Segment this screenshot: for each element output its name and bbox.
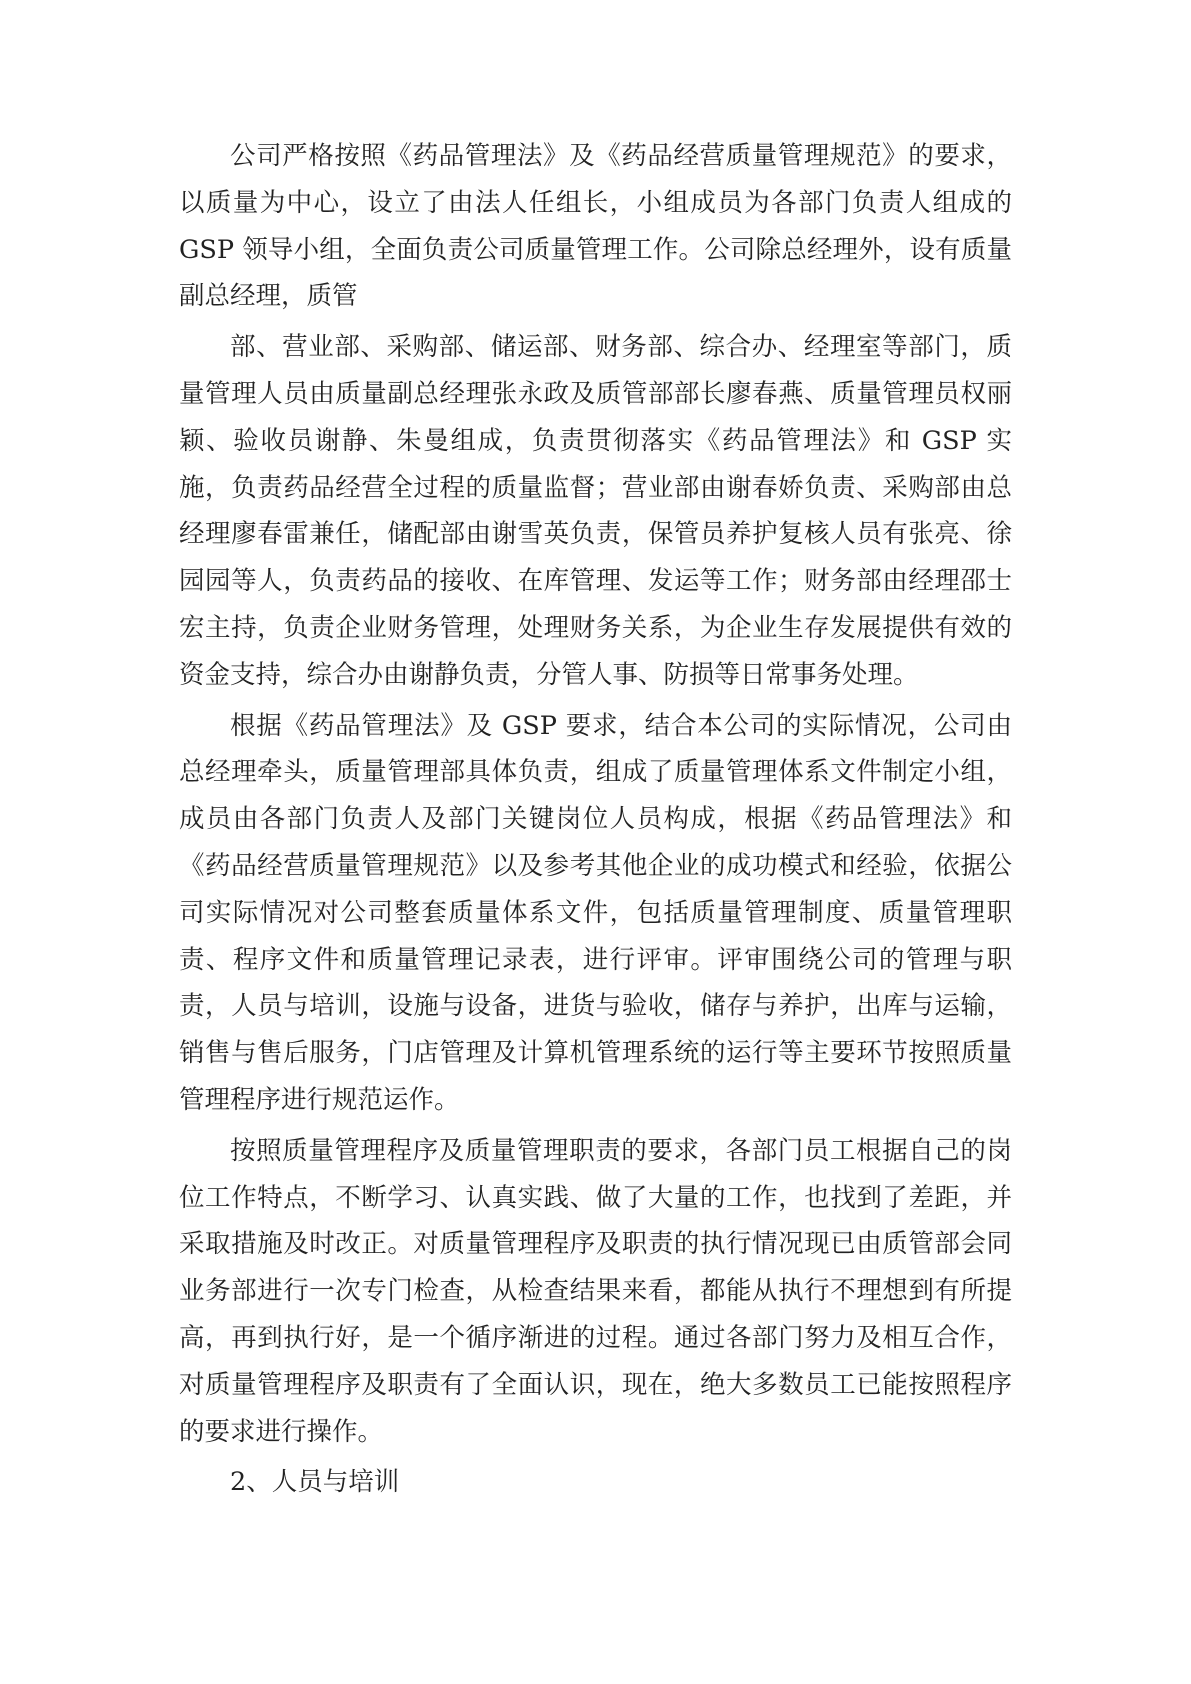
paragraph-implementation: 按照质量管理程序及质量管理职责的要求，各部门员工根据自己的岗位工作特点，不断学习、认真实践、做了大量的工作，也找到了差距，并采取措施及时改正。对质量管理程序及职责的执行情况现已由质管部会同业务部进行一次专门检查，从检查结果来看，都能从执行不理想到有所提高，再到执行好，是一个循序渐进的过程。通过各部门努力及相互合作，对质量管理程序及职责有了全面认识，现在，绝大多数员工已能按照程序的要求进行操作。 bbox=[179, 1135, 1012, 1447]
section-heading: 2、人员与培训 bbox=[230, 1467, 400, 1498]
document-body bbox=[179, 133, 1012, 1506]
paragraph-gsp-leadership: 公司严格按照《药品管理法》及《药品经营质量管理规范》的要求，以质量为中心，设立了由法人任组长，小组成员为各部门负责人组成的 GSP 领导小组，全面负责公司质量管理工作。公司除总经理外，设有质量副总经理，质管 bbox=[179, 141, 1012, 312]
paragraph-quality-documents: 根据《药品管理法》及 GSP 要求，结合本公司的实际情况，公司由总经理牵头，质量管理部具体负责，组成了质量管理体系文件制定小组，成员由各部门负责人及部门关键岗位人员构成，根据《药品管理法》和《药品经营质量管理规范》以及参考其他企业的成功模式和经验，依据公司实际情况对公司整套质量体系文件，包括质量管理制度、质量管理职责、程序文件和质量管理记录表，进行评审。评审围绕公司的管理与职责，人员与培训，设施与设备，进货与验收，储存与养护，出库与运输，销售与售后服务，门店管理及计算机管理系统的运行等主要环节按照质量管理程序进行规范运作。 bbox=[179, 710, 1012, 1115]
paragraph-departments: 部、营业部、采购部、储运部、财务部、综合办、经理室等部门，质量管理人员由质量副总经理张永政及质管部部长廖春燕、质量管理员权丽颖、验收员谢静、朱曼组成，负责贯彻落实《药品管理法》和 GSP 实施，负责药品经营全过程的质量监督；营业部由谢春娇负责、采购部由总经理廖春雷兼任，储配部由谢雪英负责，保管员养护复核人员有张亮、徐园园等人，负责药品的接收、在库管理、发运等工作；财务部由经理邵士宏主持，负责企业财务管理，处理财务关系，为企业生存发展提供有效的资金支持，综合办由谢静负责，分管人事、防损等日常事务处理。 bbox=[179, 332, 1012, 690]
